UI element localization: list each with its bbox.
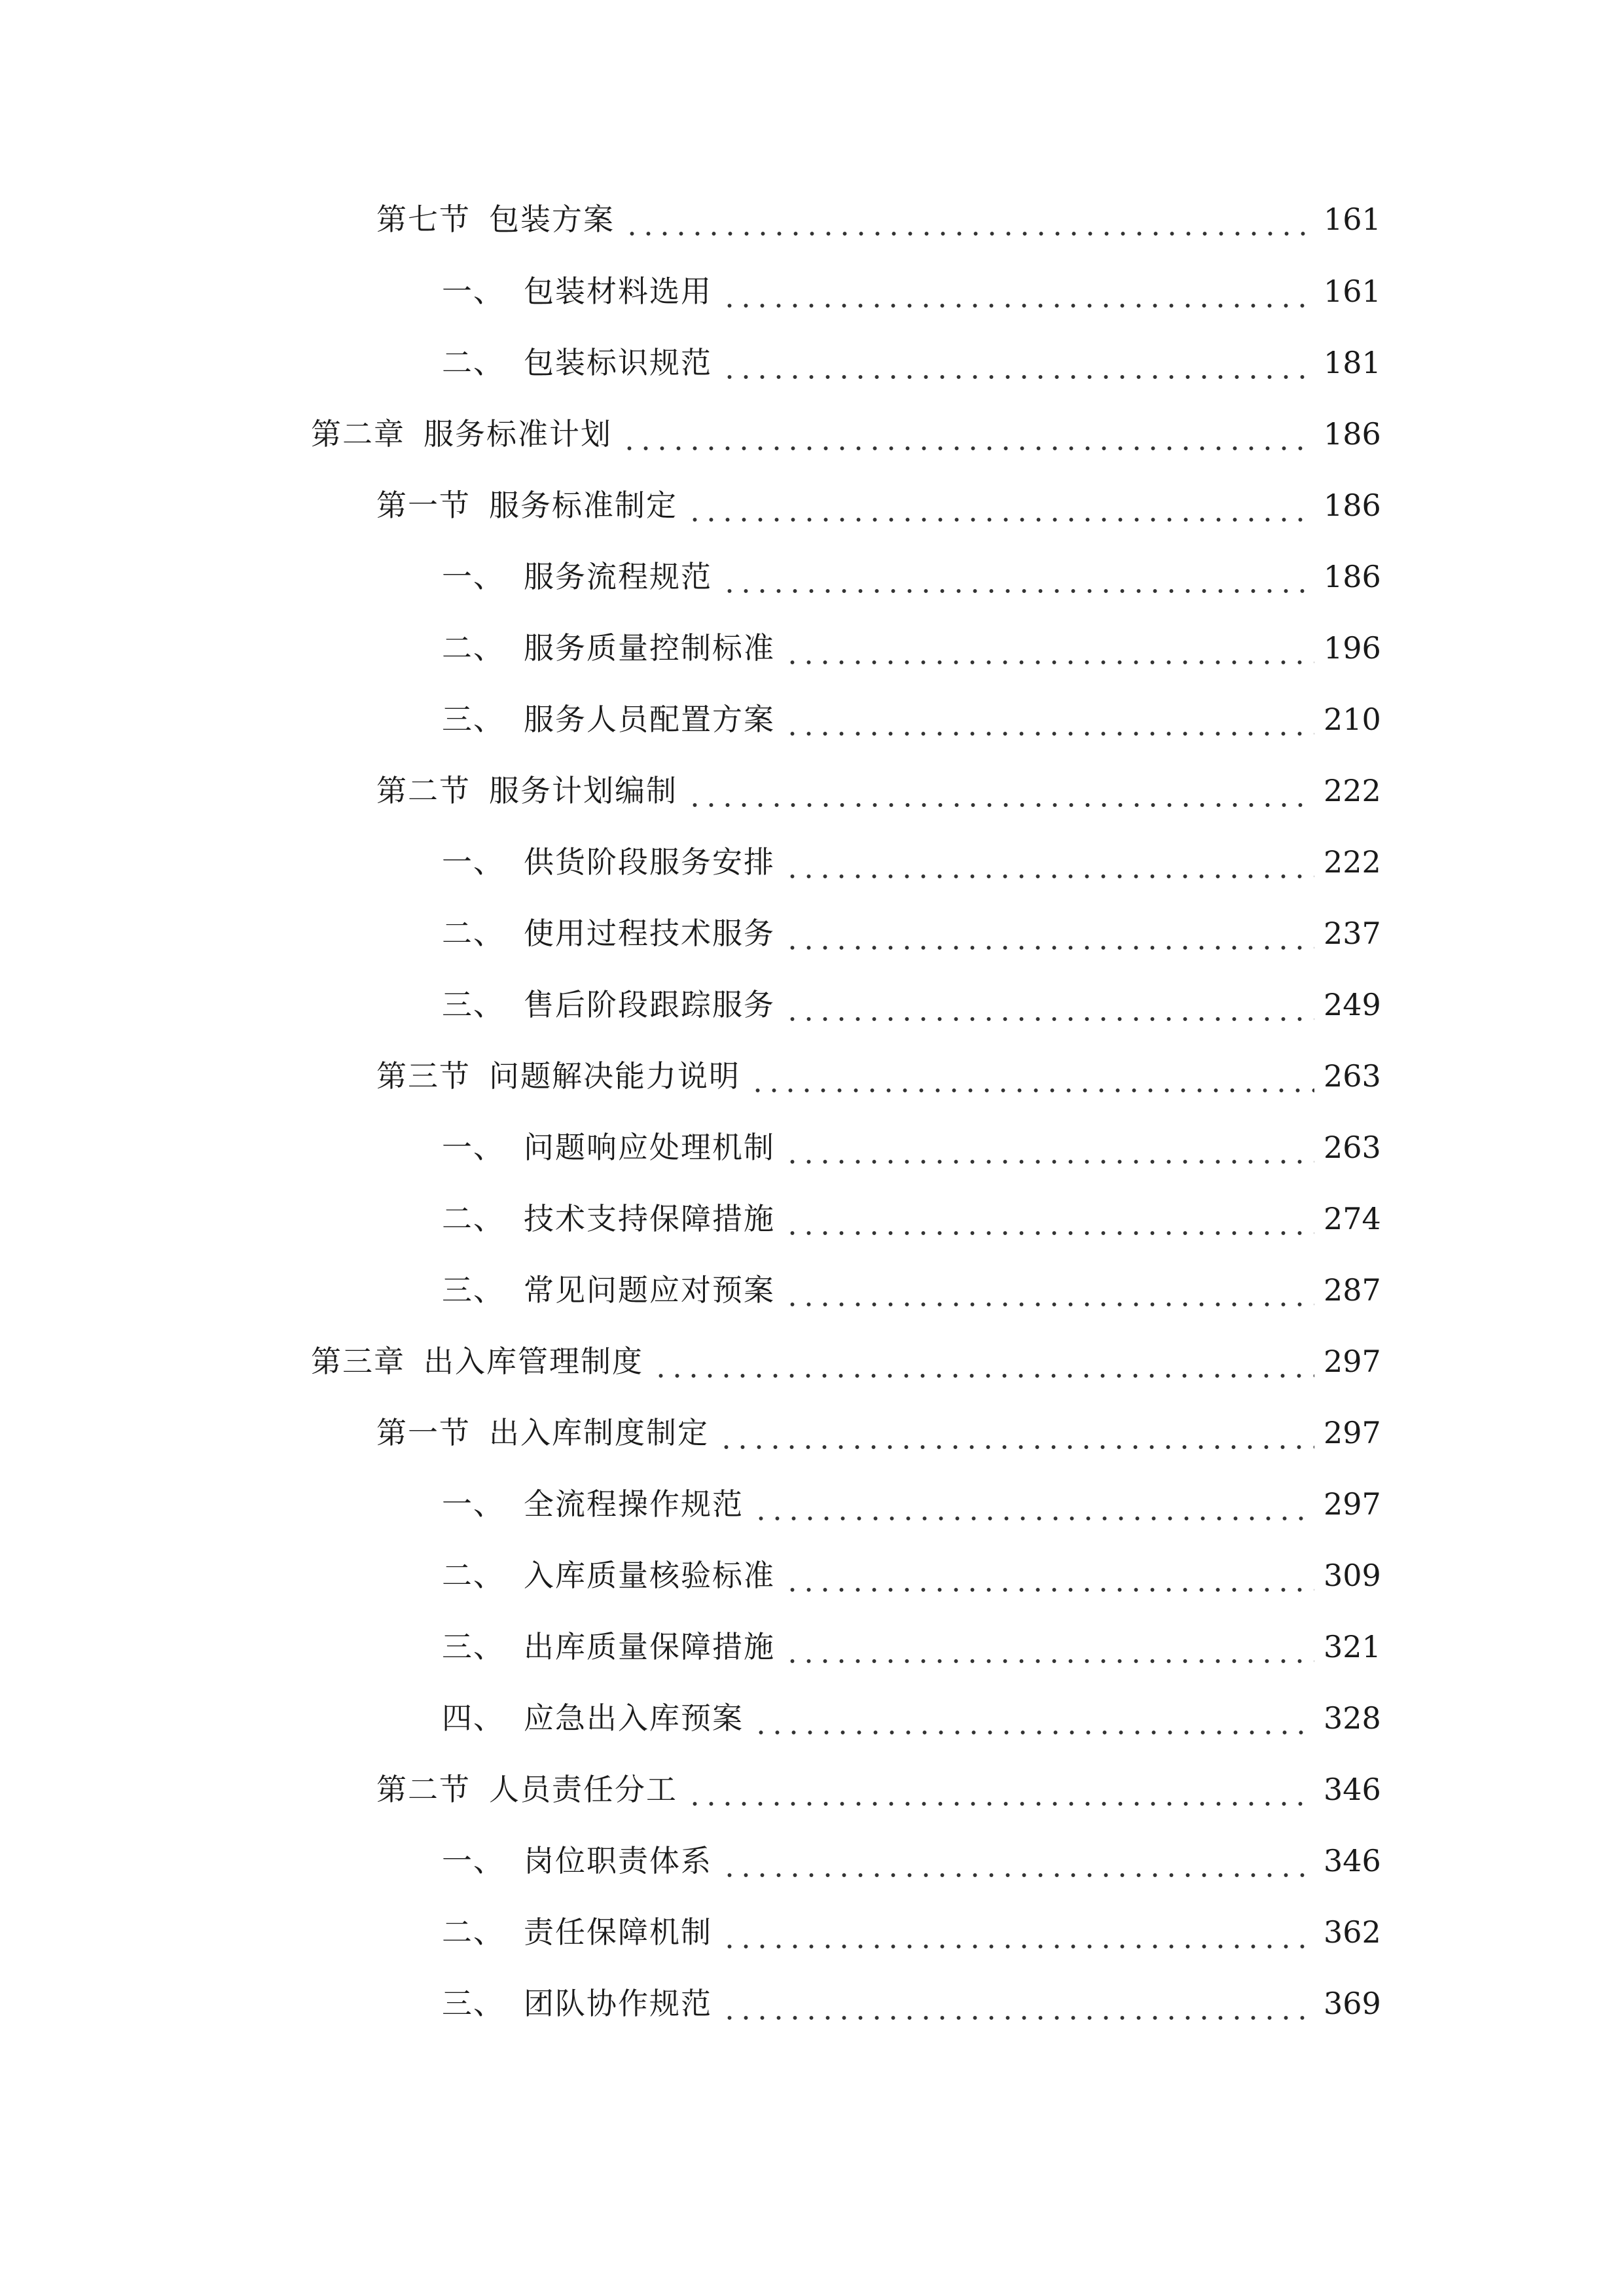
toc-entry-title: 岗位职责体系: [524, 1843, 712, 1878]
toc-entry-page: 161: [1324, 202, 1381, 237]
toc-entry-page: 369: [1324, 1986, 1381, 2021]
toc-entry-page: 161: [1324, 274, 1381, 309]
dot-leader: [784, 1621, 1314, 1673]
toc-entry-title: 包装方案: [489, 202, 615, 237]
dot-leader: [621, 408, 1314, 460]
toc-entry-title: 服务质量控制标准: [524, 630, 775, 666]
toc-entry-number: 三、: [442, 702, 505, 737]
toc-entry-section[interactable]: [376, 1407, 1381, 1459]
toc-entry-number: 一、: [442, 1486, 505, 1522]
dot-leader: [653, 1335, 1314, 1388]
toc-entry-page: 186: [1324, 559, 1381, 594]
toc-entry-title: 使用过程技术服务: [524, 916, 775, 951]
toc-entry-number: 三、: [442, 1272, 505, 1308]
toc-entry-number: 第三章: [311, 1344, 405, 1379]
dot-leader: [721, 550, 1314, 603]
dot-leader: [784, 978, 1314, 1031]
toc-entry-item[interactable]: [442, 1906, 1381, 1958]
toc-entry-title: 服务标准计划: [424, 416, 612, 452]
dot-leader: [784, 1549, 1314, 1602]
toc-entry-number: 一、: [442, 274, 505, 309]
toc-entry-number: 二、: [442, 1914, 505, 1950]
toc-entry-number: 第二章: [311, 416, 405, 452]
toc-entry-item[interactable]: [442, 1121, 1381, 1174]
toc-entry-item[interactable]: [442, 1835, 1381, 1887]
toc-entry-title: 应急出入库预案: [524, 1700, 744, 1736]
dot-leader: [784, 1193, 1314, 1245]
toc-entry-section[interactable]: [376, 1763, 1381, 1816]
toc-entry-title: 问题解决能力说明: [489, 1058, 740, 1094]
dot-leader: [687, 479, 1314, 531]
dot-leader: [718, 1407, 1314, 1459]
toc-entry-number: 第三节: [376, 1058, 471, 1094]
toc-entry-page: 249: [1324, 987, 1381, 1022]
dot-leader: [687, 764, 1314, 817]
toc-entry-number: 一、: [442, 559, 505, 594]
dot-leader: [784, 1264, 1314, 1316]
dot-leader: [784, 836, 1314, 888]
toc-entry-title: 出入库管理制度: [424, 1344, 643, 1379]
toc-entry-title: 出入库制度制定: [489, 1415, 709, 1450]
toc-entry-number: 二、: [442, 916, 505, 951]
toc-entry-page: 186: [1324, 488, 1381, 523]
toc-entry-title: 问题响应处理机制: [524, 1130, 775, 1165]
toc-entry-item[interactable]: [442, 622, 1381, 674]
dot-leader: [753, 1692, 1314, 1744]
toc-entry-page: 222: [1324, 844, 1381, 880]
toc-entry-title: 包装标识规范: [524, 345, 712, 380]
toc-entry-title: 服务标准制定: [489, 488, 677, 523]
dot-leader: [784, 1121, 1314, 1174]
toc-entry-number: 一、: [442, 1843, 505, 1878]
toc-entry-title: 入库质量核验标准: [524, 1558, 775, 1593]
toc-entry-page: 346: [1324, 1772, 1381, 1807]
toc-entry-chapter[interactable]: [311, 1335, 1381, 1388]
toc-entry-page: 309: [1324, 1558, 1381, 1593]
toc-entry-title: 售后阶段跟踪服务: [524, 987, 775, 1022]
toc-entry-section[interactable]: [376, 479, 1381, 531]
dot-leader: [721, 336, 1314, 389]
dot-leader: [624, 193, 1314, 245]
toc-entry-number: 三、: [442, 1629, 505, 1664]
toc-entry-number: 三、: [442, 987, 505, 1022]
toc-entry-page: 297: [1324, 1486, 1381, 1522]
toc-entry-page: 263: [1324, 1058, 1381, 1094]
toc-entry-item[interactable]: [442, 836, 1381, 888]
toc-entry-page: 196: [1324, 630, 1381, 666]
toc-entry-page: 210: [1324, 702, 1381, 737]
toc-entry-item[interactable]: [442, 1264, 1381, 1316]
toc-entry-page: 237: [1324, 916, 1381, 951]
toc-entry-title: 供货阶段服务安排: [524, 844, 775, 880]
toc-entry-item[interactable]: [442, 1549, 1381, 1602]
toc-entry-page: 274: [1324, 1201, 1381, 1236]
toc-entry-number: 第一节: [376, 1415, 471, 1450]
dot-leader: [784, 693, 1314, 745]
dot-leader: [721, 1906, 1314, 1958]
toc-entry-page: 297: [1324, 1415, 1381, 1450]
toc-entry-item[interactable]: [442, 907, 1381, 960]
toc-entry-title: 服务计划编制: [489, 773, 677, 808]
toc-entry-number: 第一节: [376, 488, 471, 523]
toc-entry-page: 263: [1324, 1130, 1381, 1165]
toc-entry-item[interactable]: [442, 978, 1381, 1031]
dot-leader: [749, 1050, 1314, 1102]
dot-leader: [687, 1763, 1314, 1816]
toc-entry-number: 第二节: [376, 773, 471, 808]
toc-entry-page: 346: [1324, 1843, 1381, 1878]
toc-entry-page: 186: [1324, 416, 1381, 452]
dot-leader: [721, 1977, 1314, 2030]
toc-entry-number: 二、: [442, 630, 505, 666]
toc-entry-page: 287: [1324, 1272, 1381, 1308]
dot-leader: [753, 1478, 1314, 1530]
toc-entry-number: 二、: [442, 345, 505, 380]
toc-entry-title: 人员责任分工: [489, 1772, 677, 1807]
toc-entry-title: 服务人员配置方案: [524, 702, 775, 737]
toc-entry-title: 责任保障机制: [524, 1914, 712, 1950]
dot-leader: [721, 1835, 1314, 1887]
toc-entry-item[interactable]: [442, 1193, 1381, 1245]
toc-entry-page: 328: [1324, 1700, 1381, 1736]
toc-entry-number: 一、: [442, 1130, 505, 1165]
toc-entry-number: 三、: [442, 1986, 505, 2021]
toc-entry-page: 321: [1324, 1629, 1381, 1664]
dot-leader: [721, 265, 1314, 317]
toc-entry-page: 222: [1324, 773, 1381, 808]
toc-entry-chapter[interactable]: [311, 408, 1381, 460]
toc-entry-title: 服务流程规范: [524, 559, 712, 594]
toc-entry-item[interactable]: [442, 265, 1381, 317]
toc-entry-number: 第七节: [376, 202, 471, 237]
toc-entry-item[interactable]: [442, 1478, 1381, 1530]
toc-entry-page: 297: [1324, 1344, 1381, 1379]
toc-entry-title: 全流程操作规范: [524, 1486, 744, 1522]
toc-entry-item[interactable]: [442, 693, 1381, 745]
dot-leader: [784, 907, 1314, 960]
toc-entry-title: 包装材料选用: [524, 274, 712, 309]
toc-entry-item[interactable]: [442, 1692, 1381, 1744]
toc-entry-section[interactable]: [376, 1050, 1381, 1102]
toc-entry-item[interactable]: [442, 336, 1381, 389]
toc-entry-item[interactable]: [442, 550, 1381, 603]
toc-entry-number: 第二节: [376, 1772, 471, 1807]
toc-entry-number: 一、: [442, 844, 505, 880]
toc-entry-number: 二、: [442, 1558, 505, 1593]
toc-entry-title: 常见问题应对预案: [524, 1272, 775, 1308]
toc-entry-item[interactable]: [442, 1977, 1381, 2030]
toc-entry-number: 二、: [442, 1201, 505, 1236]
dot-leader: [784, 622, 1314, 674]
toc-entry-title: 技术支持保障措施: [524, 1201, 775, 1236]
toc-entry-item[interactable]: [442, 1621, 1381, 1673]
toc-entry-section[interactable]: [376, 764, 1381, 817]
toc-entry-page: 181: [1324, 345, 1381, 380]
toc-entry-number: 四、: [442, 1700, 505, 1736]
toc-entry-section[interactable]: [376, 193, 1381, 245]
toc-entry-title: 团队协作规范: [524, 1986, 712, 2021]
toc-entry-page: 362: [1324, 1914, 1381, 1950]
toc-entry-title: 出库质量保障措施: [524, 1629, 775, 1664]
